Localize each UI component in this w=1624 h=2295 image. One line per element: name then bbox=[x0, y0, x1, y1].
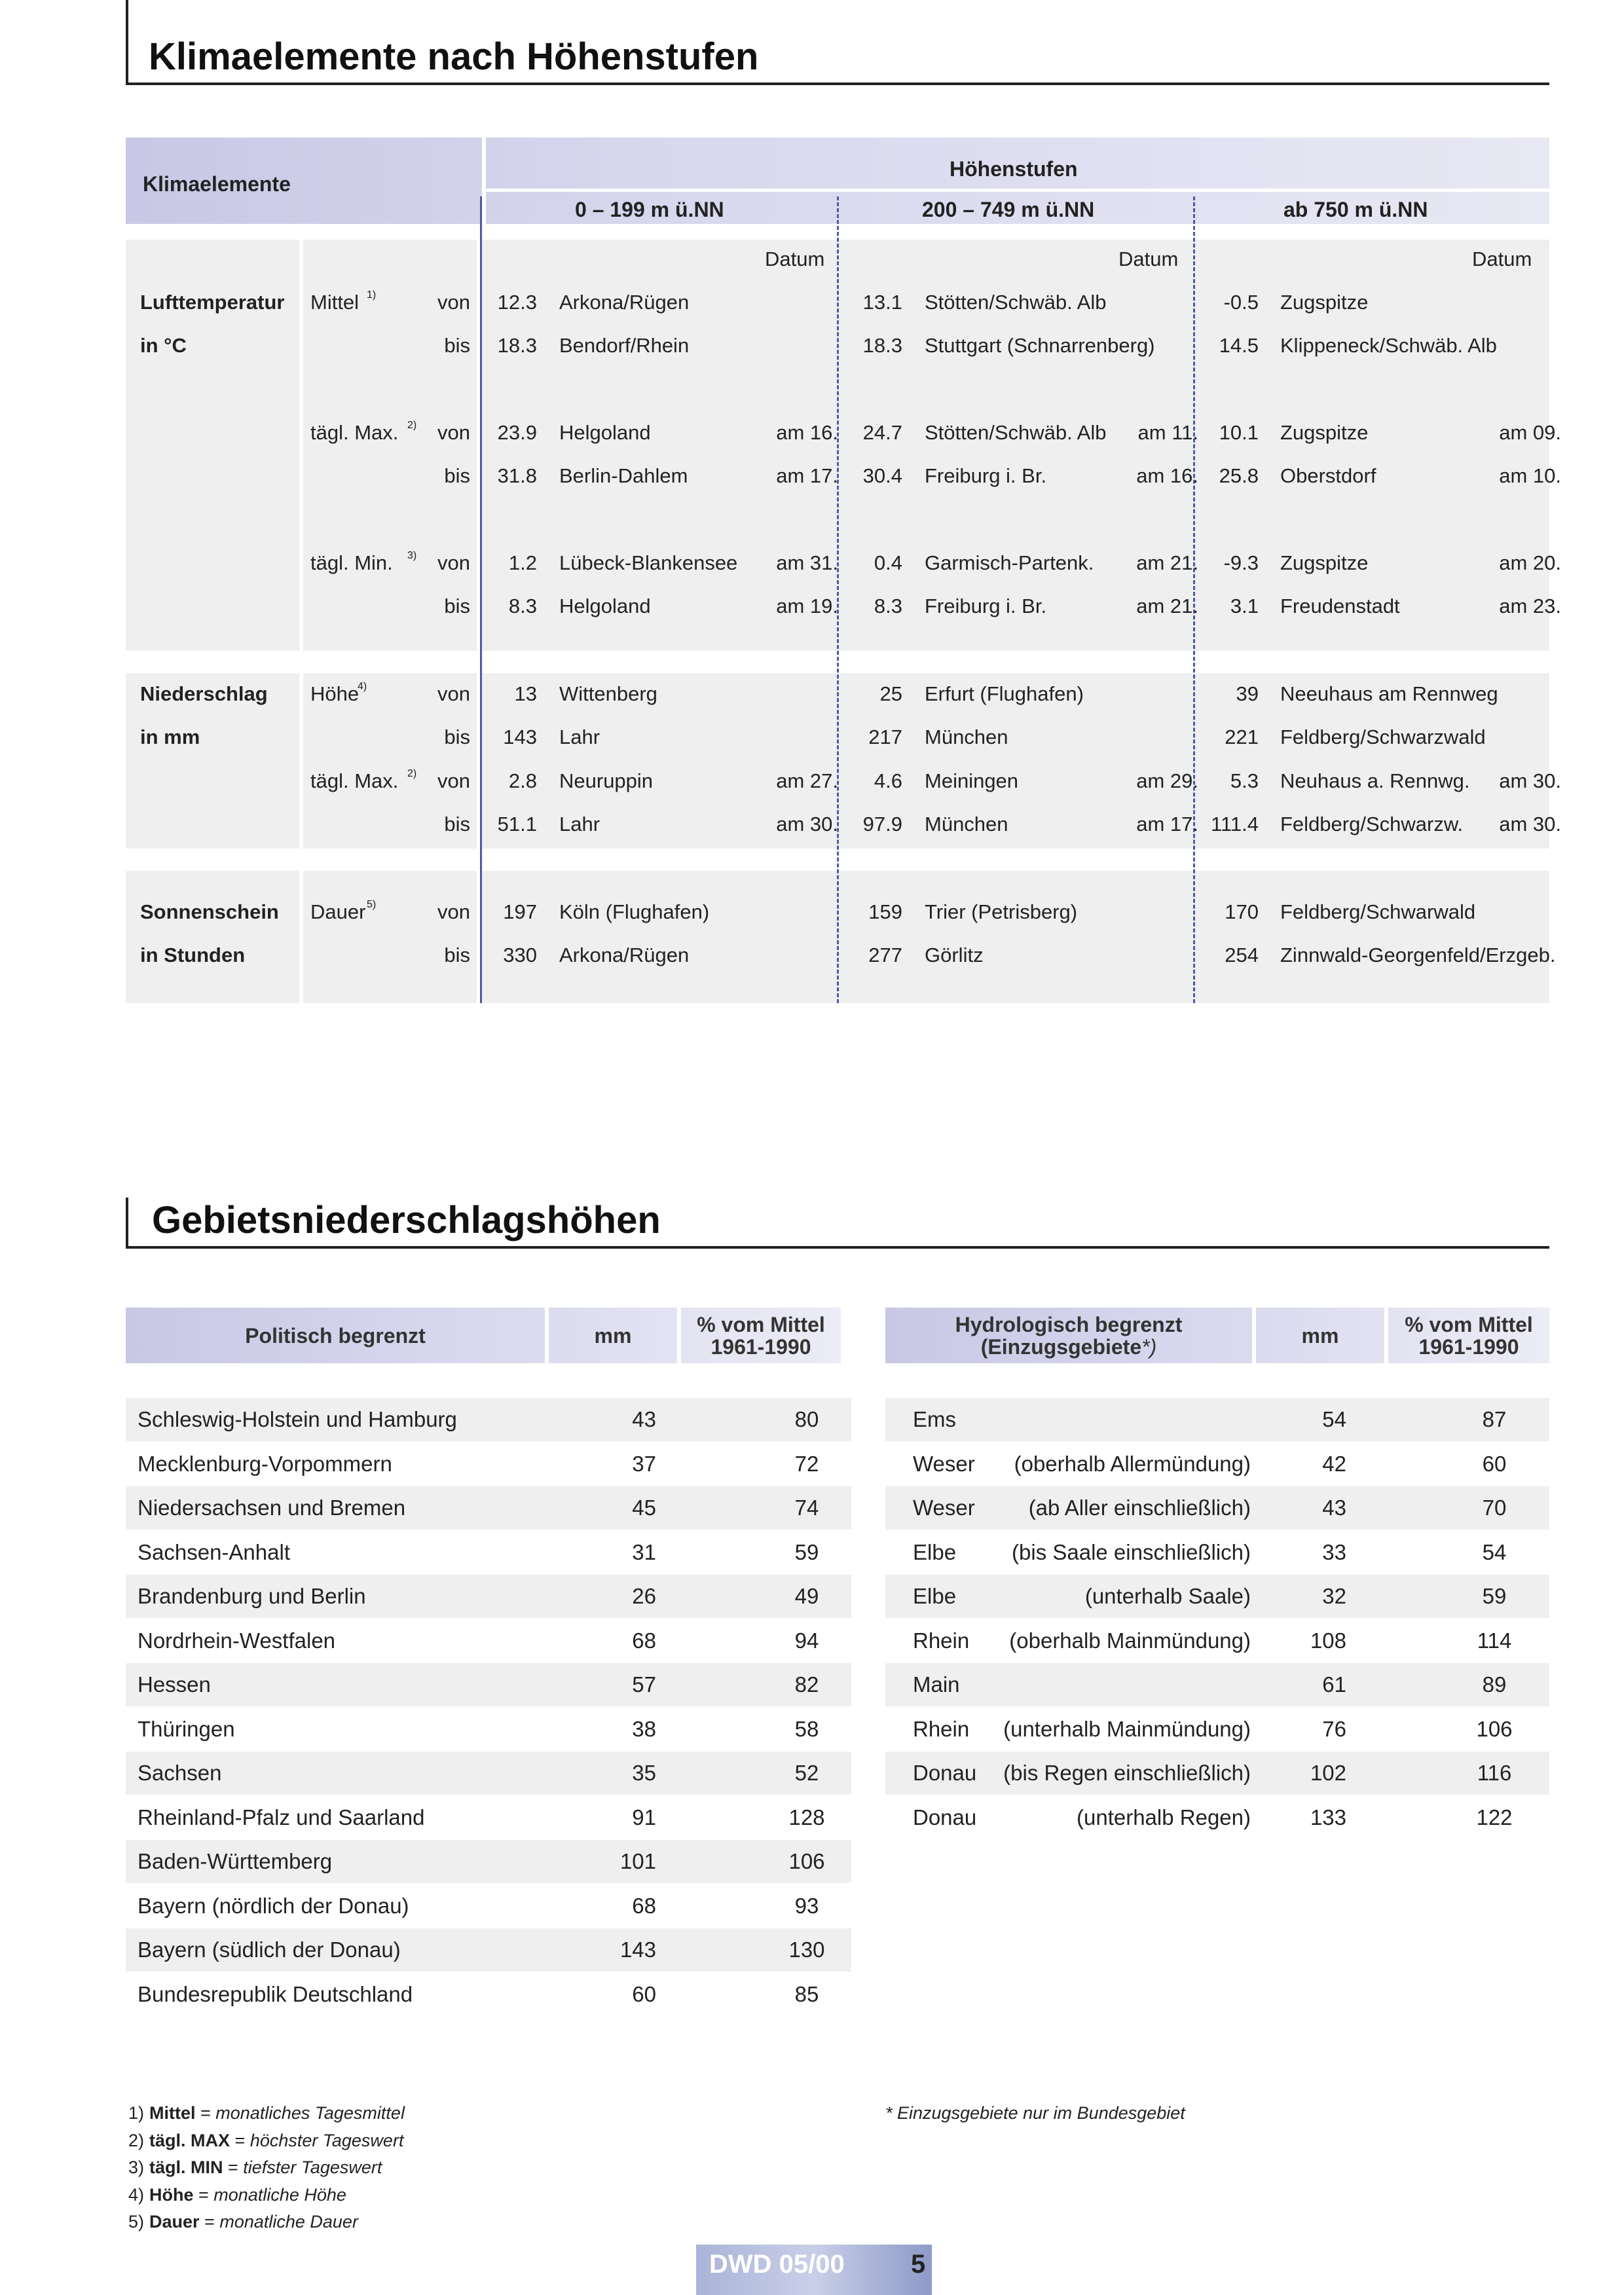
date-band-1: am 31. bbox=[776, 551, 838, 574]
date-band-3: am 30. bbox=[1499, 769, 1561, 792]
value-mm: 91 bbox=[632, 1805, 656, 1829]
table-row bbox=[126, 1973, 851, 2016]
station-band-2: München bbox=[925, 725, 1008, 748]
row-von-bis: von bbox=[437, 291, 470, 314]
footnote-num: 5) bbox=[128, 2212, 145, 2231]
value-band-1: 31.8 bbox=[497, 464, 537, 487]
station-band-2: Freiburg i. Br. bbox=[925, 464, 1047, 487]
value-band-2: 277 bbox=[868, 944, 902, 966]
value-band-2: 13.1 bbox=[862, 291, 902, 314]
table-row bbox=[885, 1398, 1549, 1441]
footnote-term: Höhe bbox=[149, 2184, 194, 2205]
header-pct-line1: % vom Mittel bbox=[697, 1312, 825, 1336]
region-name: Hessen bbox=[138, 1672, 211, 1697]
river-name: Rhein bbox=[913, 1628, 970, 1653]
row-von-bis: bis bbox=[444, 334, 470, 357]
footnote-num: 4) bbox=[128, 2184, 145, 2205]
date-band-3: am 23. bbox=[1499, 595, 1561, 617]
footnote-desc: monatliche Höhe bbox=[213, 2184, 346, 2205]
river-detail: (unterhalb Mainmündung) bbox=[1003, 1716, 1251, 1741]
title-bar-bottom bbox=[126, 1246, 1549, 1249]
table-row bbox=[126, 1752, 851, 1795]
region-name: Mecklenburg-Vorpommern bbox=[138, 1451, 392, 1476]
header-klimaelemente: Klimaelemente bbox=[143, 172, 291, 196]
value-mm: 26 bbox=[632, 1584, 656, 1608]
station-band-2: München bbox=[925, 813, 1008, 835]
row-von-bis: von bbox=[437, 682, 470, 705]
date-band-3: am 10. bbox=[1499, 464, 1561, 487]
footnote-eq: = bbox=[230, 2130, 250, 2150]
value-pct: 59 bbox=[1482, 1584, 1507, 1608]
station-band-3: Feldberg/Schwarzw. bbox=[1280, 813, 1464, 835]
value-band-3: 170 bbox=[1225, 900, 1259, 923]
river-name: Weser bbox=[913, 1451, 975, 1476]
table-row bbox=[885, 1619, 1549, 1662]
region-name: Baden-Württemberg bbox=[138, 1849, 333, 1873]
value-band-1: 143 bbox=[503, 725, 537, 748]
header-band-1: 0 – 199 m ü.NN bbox=[575, 198, 724, 221]
value-mm: 37 bbox=[632, 1451, 656, 1476]
section-title-gebiet bbox=[126, 1164, 1549, 1249]
footnote-star bbox=[885, 2103, 1185, 2123]
header-hyd-line1: Hydrologisch begrenzt bbox=[955, 1312, 1183, 1336]
region-name: Bayern (südlich der Donau) bbox=[138, 1937, 401, 1962]
station-band-2: Görlitz bbox=[925, 944, 984, 966]
row-von-bis: bis bbox=[444, 464, 470, 487]
footnote-term: Mittel bbox=[149, 2103, 196, 2123]
river-name: Weser bbox=[913, 1496, 975, 1520]
region-name: Brandenburg und Berlin bbox=[138, 1584, 366, 1608]
date-band-2: am 21. bbox=[1136, 551, 1198, 574]
page-badge bbox=[696, 2245, 932, 2295]
value-pct: 70 bbox=[1482, 1496, 1507, 1520]
river-name: Elbe bbox=[913, 1584, 957, 1608]
table-pol-header bbox=[126, 1308, 841, 1363]
value-pct: 72 bbox=[794, 1451, 819, 1476]
value-mm: 38 bbox=[632, 1716, 656, 1741]
footnote-ref: 2) bbox=[407, 768, 417, 779]
title-bar-bottom bbox=[126, 83, 1549, 85]
value-band-2: 159 bbox=[868, 900, 902, 923]
row-subcategory: tägl. Min. bbox=[310, 551, 393, 574]
table-row bbox=[126, 1663, 851, 1706]
value-band-3: -9.3 bbox=[1223, 551, 1259, 574]
value-band-1: 18.3 bbox=[497, 334, 537, 357]
footnote-num: 2) bbox=[128, 2130, 145, 2150]
date-band-2: am 21. bbox=[1136, 595, 1198, 617]
row-von-bis: von bbox=[437, 769, 470, 792]
row-von-bis: von bbox=[437, 900, 470, 923]
station-band-2: Freiburg i. Br. bbox=[925, 595, 1047, 617]
row-von-bis: bis bbox=[444, 595, 470, 617]
station-band-1: Bendorf/Rhein bbox=[559, 334, 690, 357]
value-band-3: 221 bbox=[1225, 725, 1259, 748]
value-band-1: 51.1 bbox=[497, 813, 537, 835]
river-detail bbox=[990, 1663, 1251, 1706]
date-band-3: am 09. bbox=[1499, 421, 1561, 444]
station-band-3: Oberstdorf bbox=[1280, 464, 1376, 487]
value-band-1: 197 bbox=[503, 900, 537, 923]
table-row bbox=[126, 1486, 851, 1530]
header-hyd-star: *) bbox=[1141, 1334, 1157, 1359]
footnote-desc: monatliche Dauer bbox=[219, 2212, 358, 2231]
header-band-3: ab 750 m ü.NN bbox=[1283, 198, 1428, 221]
value-pct: 60 bbox=[1482, 1451, 1507, 1476]
value-pct: 52 bbox=[794, 1761, 819, 1785]
value-band-2: 0.4 bbox=[874, 551, 902, 574]
value-pct: 58 bbox=[794, 1716, 819, 1741]
river-name: Donau bbox=[913, 1805, 977, 1829]
value-mm: 101 bbox=[619, 1849, 656, 1873]
station-band-2: Trier (Petrisberg) bbox=[925, 900, 1078, 923]
table-row bbox=[126, 1398, 851, 1441]
header-mm: mm bbox=[1301, 1323, 1339, 1348]
value-mm: 43 bbox=[632, 1407, 656, 1431]
station-band-2: Erfurt (Flughafen) bbox=[925, 682, 1084, 705]
value-mm: 35 bbox=[632, 1761, 656, 1785]
value-mm: 102 bbox=[1310, 1761, 1346, 1785]
value-pct: 85 bbox=[794, 1981, 819, 2006]
page-number: 5 bbox=[911, 2250, 926, 2279]
date-band-1: am 30. bbox=[776, 813, 838, 835]
value-pct: 106 bbox=[1476, 1716, 1513, 1741]
header-pct-line1: % vom Mittel bbox=[1405, 1312, 1533, 1336]
value-mm: 68 bbox=[632, 1893, 656, 1918]
footnote-num: 1) bbox=[128, 2103, 145, 2123]
header-hyd-line2 bbox=[981, 1336, 1156, 1358]
river-detail: (ab Aller einschließlich) bbox=[1028, 1496, 1251, 1520]
row-subcategory: Mittel bbox=[310, 291, 360, 314]
station-band-1: Lübeck-Blankensee bbox=[559, 551, 738, 574]
station-band-1: Lahr bbox=[559, 813, 600, 835]
value-band-3: 111.4 bbox=[1211, 813, 1259, 835]
river-detail: (unterhalb Saale) bbox=[1084, 1584, 1251, 1608]
region-name: Niedersachsen und Bremen bbox=[138, 1496, 406, 1520]
row-category: Sonnenschein bbox=[140, 900, 279, 923]
station-band-1: Köln (Flughafen) bbox=[559, 900, 710, 923]
river-detail: (oberhalb Mainmündung) bbox=[1009, 1628, 1251, 1653]
value-band-3: 39 bbox=[1236, 682, 1259, 705]
value-pct: 93 bbox=[794, 1893, 819, 1918]
footnote-term: tägl. MAX bbox=[149, 2130, 231, 2150]
datum-label-3: Datum bbox=[1472, 248, 1532, 270]
value-band-1: 23.9 bbox=[497, 421, 537, 444]
date-band-2: am 17. bbox=[1136, 813, 1198, 835]
section-title-klimaelemente bbox=[126, 0, 1549, 85]
value-band-3: -0.5 bbox=[1223, 291, 1259, 314]
table-row bbox=[126, 1928, 851, 1972]
region-name: Sachsen-Anhalt bbox=[138, 1539, 290, 1564]
value-band-1: 2.8 bbox=[508, 769, 537, 792]
date-band-2: am 16. bbox=[1136, 464, 1198, 487]
table-row bbox=[126, 1708, 851, 1751]
station-band-1: Helgoland bbox=[559, 595, 651, 617]
station-band-3: Neuhaus a. Rennwg. bbox=[1280, 769, 1470, 792]
footnote-eq: = bbox=[199, 2212, 220, 2231]
footnote-eq: = bbox=[223, 2157, 244, 2177]
page-title: Klimaelemente nach Höhenstufen bbox=[149, 35, 759, 78]
date-band-1: am 27. bbox=[776, 769, 838, 792]
datum-label-2: Datum bbox=[1118, 248, 1179, 270]
table-row bbox=[885, 1796, 1549, 1839]
footnote-num: 3) bbox=[128, 2157, 145, 2177]
section-title: Gebietsniederschlagshöhen bbox=[152, 1199, 661, 1241]
row-category: in °C bbox=[140, 334, 187, 357]
station-band-1: Neuruppin bbox=[559, 769, 654, 792]
value-pct: 128 bbox=[788, 1805, 825, 1829]
value-mm: 45 bbox=[632, 1496, 656, 1520]
table-row bbox=[126, 1575, 851, 1618]
header-hline bbox=[486, 189, 1549, 192]
value-pct: 130 bbox=[788, 1937, 825, 1962]
value-band-2: 25 bbox=[879, 682, 902, 705]
station-band-2: Stuttgart (Schnarrenberg) bbox=[925, 334, 1155, 357]
table-row bbox=[126, 1840, 851, 1883]
footnote-desc: höchster Tageswert bbox=[249, 2130, 404, 2150]
value-band-1: 330 bbox=[503, 944, 537, 966]
station-band-2: Stötten/Schwäb. Alb bbox=[925, 291, 1107, 314]
table-row bbox=[126, 1531, 851, 1574]
value-mm: 61 bbox=[1322, 1672, 1346, 1697]
value-band-1: 12.3 bbox=[497, 291, 537, 314]
value-mm: 33 bbox=[1322, 1539, 1346, 1564]
table-row bbox=[885, 1486, 1549, 1530]
footnote-term: Dauer bbox=[149, 2212, 200, 2231]
region-name: Rheinland-Pfalz und Saarland bbox=[138, 1805, 425, 1829]
date-band-1: am 19. bbox=[776, 595, 838, 617]
row-category: Niederschlag bbox=[140, 682, 268, 705]
header-mm: mm bbox=[594, 1323, 632, 1348]
value-band-1: 1.2 bbox=[508, 551, 537, 574]
value-band-1: 13 bbox=[514, 682, 537, 705]
row-von-bis: bis bbox=[444, 944, 470, 966]
river-name: Main bbox=[913, 1672, 960, 1697]
value-pct: 114 bbox=[1477, 1628, 1512, 1653]
station-band-3: Zugspitze bbox=[1280, 291, 1369, 314]
footnote-line bbox=[128, 2212, 358, 2232]
value-pct: 94 bbox=[794, 1628, 819, 1653]
footnote-desc: monatliches Tagesmittel bbox=[215, 2103, 405, 2123]
table-row bbox=[126, 1619, 851, 1662]
band-line-1 bbox=[480, 196, 482, 1003]
region-name: Thüringen bbox=[138, 1716, 235, 1741]
header-pct-line2: 1961-1990 bbox=[1418, 1334, 1519, 1359]
header-hyd-einzug: (Einzugsgebiete bbox=[980, 1334, 1142, 1359]
row-category: in Stunden bbox=[140, 944, 246, 966]
value-band-2: 97.9 bbox=[862, 813, 902, 835]
footnote-eq: = bbox=[193, 2184, 214, 2205]
header-band-2: 200 – 749 m ü.NN bbox=[922, 198, 1095, 221]
station-band-3: Zugspitze bbox=[1280, 551, 1369, 574]
station-band-1: Arkona/Rügen bbox=[559, 944, 690, 966]
header-hydrologisch bbox=[885, 1308, 1252, 1363]
table-row bbox=[126, 1796, 851, 1839]
value-mm: 42 bbox=[1322, 1451, 1346, 1476]
value-band-1: 8.3 bbox=[508, 595, 537, 617]
value-band-2: 30.4 bbox=[862, 464, 902, 487]
row-subcategory: Dauer bbox=[310, 900, 366, 923]
value-band-2: 24.7 bbox=[862, 421, 902, 444]
value-band-3: 254 bbox=[1225, 944, 1259, 966]
river-name: Ems bbox=[913, 1407, 956, 1431]
region-name: Nordrhein-Westfalen bbox=[138, 1628, 336, 1653]
value-mm: 60 bbox=[632, 1981, 656, 2006]
value-band-3: 10.1 bbox=[1219, 421, 1259, 444]
footnote-ref: 3) bbox=[407, 550, 417, 561]
station-band-3: Zinnwald-Georgenfeld/Erzgeb. bbox=[1280, 944, 1556, 966]
value-band-3: 25.8 bbox=[1219, 464, 1259, 487]
table-row bbox=[885, 1442, 1549, 1486]
value-pct: 82 bbox=[794, 1672, 819, 1697]
value-pct: 59 bbox=[794, 1539, 819, 1564]
station-band-1: Lahr bbox=[559, 725, 600, 748]
station-band-1: Helgoland bbox=[559, 421, 651, 444]
river-name: Elbe bbox=[913, 1539, 957, 1564]
value-band-3: 3.1 bbox=[1230, 595, 1259, 617]
row-subcategory: tägl. Max. bbox=[310, 421, 399, 444]
row-von-bis: von bbox=[437, 421, 470, 444]
table-row bbox=[885, 1575, 1549, 1618]
date-band-1: am 17. bbox=[776, 464, 838, 487]
table-row bbox=[885, 1708, 1549, 1751]
footnote-ref: 1) bbox=[367, 289, 377, 301]
value-mm: 43 bbox=[1322, 1496, 1346, 1520]
value-pct: 89 bbox=[1482, 1672, 1507, 1697]
table-hyd-header bbox=[885, 1308, 1549, 1363]
value-mm: 31 bbox=[632, 1539, 656, 1564]
river-detail: (bis Saale einschließlich) bbox=[1012, 1539, 1251, 1564]
footnote-line bbox=[128, 2103, 405, 2123]
value-pct: 116 bbox=[1477, 1761, 1512, 1785]
station-band-3: Feldberg/Schwarzwald bbox=[1280, 725, 1486, 748]
footnote-line bbox=[128, 2185, 346, 2205]
value-pct: 74 bbox=[794, 1496, 819, 1520]
river-detail bbox=[990, 1398, 1251, 1441]
row-category: Lufttemperatur bbox=[140, 291, 285, 314]
datum-label-1: Datum bbox=[765, 248, 825, 270]
header-divider bbox=[482, 138, 486, 224]
river-detail: (bis Regen einschließlich) bbox=[1003, 1761, 1251, 1785]
footnote-line bbox=[128, 2131, 403, 2151]
station-band-1: Wittenberg bbox=[559, 682, 657, 705]
footnote-star-text: * Einzugsgebiete nur im Bundesgebiet bbox=[885, 2103, 1185, 2123]
row-subcategory: Höhe bbox=[310, 682, 360, 705]
value-mm: 76 bbox=[1322, 1716, 1346, 1741]
river-detail: (unterhalb Regen) bbox=[1077, 1805, 1251, 1829]
value-mm: 133 bbox=[1310, 1805, 1346, 1829]
river-name: Rhein bbox=[913, 1716, 970, 1741]
header-politisch: Politisch begrenzt bbox=[245, 1323, 426, 1348]
value-mm: 108 bbox=[1310, 1628, 1346, 1653]
river-detail: (oberhalb Allermündung) bbox=[1014, 1451, 1251, 1476]
footnote-ref: 2) bbox=[407, 420, 417, 431]
footnote-ref: 4) bbox=[358, 681, 367, 692]
river-name: Donau bbox=[913, 1761, 977, 1785]
station-band-3: Neeuhaus am Rennweg bbox=[1280, 682, 1498, 705]
footnote-ref: 5) bbox=[367, 899, 377, 910]
value-band-3: 14.5 bbox=[1219, 334, 1259, 357]
row-von-bis: bis bbox=[444, 813, 470, 835]
value-pct: 122 bbox=[1476, 1805, 1513, 1829]
column-separator-cat bbox=[299, 240, 303, 1003]
value-pct: 54 bbox=[1482, 1539, 1507, 1564]
value-mm: 54 bbox=[1322, 1407, 1346, 1431]
header-hoehenstufen: Höhenstufen bbox=[950, 157, 1078, 181]
station-band-3: Feldberg/Schwarwald bbox=[1280, 900, 1476, 923]
value-band-2: 4.6 bbox=[874, 769, 902, 792]
station-band-3: Klippeneck/Schwäb. Alb bbox=[1280, 334, 1497, 357]
value-mm: 68 bbox=[632, 1628, 656, 1653]
table-row bbox=[885, 1663, 1549, 1706]
date-band-1: am 16. bbox=[776, 421, 838, 444]
footnote-term: tägl. MIN bbox=[149, 2157, 223, 2177]
station-band-1: Berlin-Dahlem bbox=[559, 464, 688, 487]
value-pct: 87 bbox=[1482, 1407, 1507, 1431]
title-bar-left bbox=[126, 0, 128, 85]
value-band-2: 217 bbox=[868, 725, 902, 748]
header-pct bbox=[681, 1308, 841, 1363]
table-row bbox=[885, 1752, 1549, 1795]
row-von-bis: von bbox=[437, 551, 470, 574]
title-bar-left bbox=[126, 1198, 128, 1249]
station-band-2: Garmisch-Partenk. bbox=[925, 551, 1094, 574]
region-name: Sachsen bbox=[138, 1761, 222, 1785]
table-row bbox=[126, 1442, 851, 1486]
date-band-3: am 30. bbox=[1499, 813, 1561, 835]
value-mm: 32 bbox=[1322, 1584, 1346, 1608]
region-name: Bundesrepublik Deutschland bbox=[138, 1981, 413, 2006]
date-band-2: am 11. bbox=[1137, 421, 1198, 444]
value-band-3: 5.3 bbox=[1230, 769, 1259, 792]
region-name: Bayern (nördlich der Donau) bbox=[138, 1893, 409, 1918]
value-pct: 80 bbox=[794, 1407, 819, 1431]
station-band-1: Arkona/Rügen bbox=[559, 291, 690, 314]
value-mm: 143 bbox=[619, 1937, 656, 1962]
header-pct-line2: 1961-1990 bbox=[710, 1334, 811, 1359]
date-band-3: am 20. bbox=[1499, 551, 1561, 574]
station-band-2: Meiningen bbox=[925, 769, 1019, 792]
station-band-2: Stötten/Schwäb. Alb bbox=[925, 421, 1107, 444]
table-row bbox=[126, 1884, 851, 1928]
region-name: Schleswig-Holstein und Hamburg bbox=[138, 1407, 457, 1431]
row-category: in mm bbox=[140, 725, 200, 748]
value-pct: 106 bbox=[788, 1849, 825, 1873]
date-band-2: am 29. bbox=[1136, 769, 1198, 792]
value-band-2: 8.3 bbox=[874, 595, 902, 617]
value-band-2: 18.3 bbox=[862, 334, 902, 357]
row-subcategory: tägl. Max. bbox=[310, 769, 399, 792]
station-band-3: Zugspitze bbox=[1280, 421, 1369, 444]
value-mm: 57 bbox=[632, 1672, 656, 1697]
station-band-3: Freudenstadt bbox=[1280, 595, 1400, 617]
footnote-eq: = bbox=[195, 2103, 216, 2123]
footnote-desc: tiefster Tageswert bbox=[243, 2157, 382, 2177]
table-row bbox=[885, 1531, 1549, 1574]
header-pct bbox=[1388, 1308, 1549, 1363]
badge-label: DWD 05/00 bbox=[709, 2250, 845, 2279]
value-pct: 49 bbox=[794, 1584, 819, 1608]
footnote-line bbox=[128, 2157, 382, 2178]
row-von-bis: bis bbox=[444, 725, 470, 748]
